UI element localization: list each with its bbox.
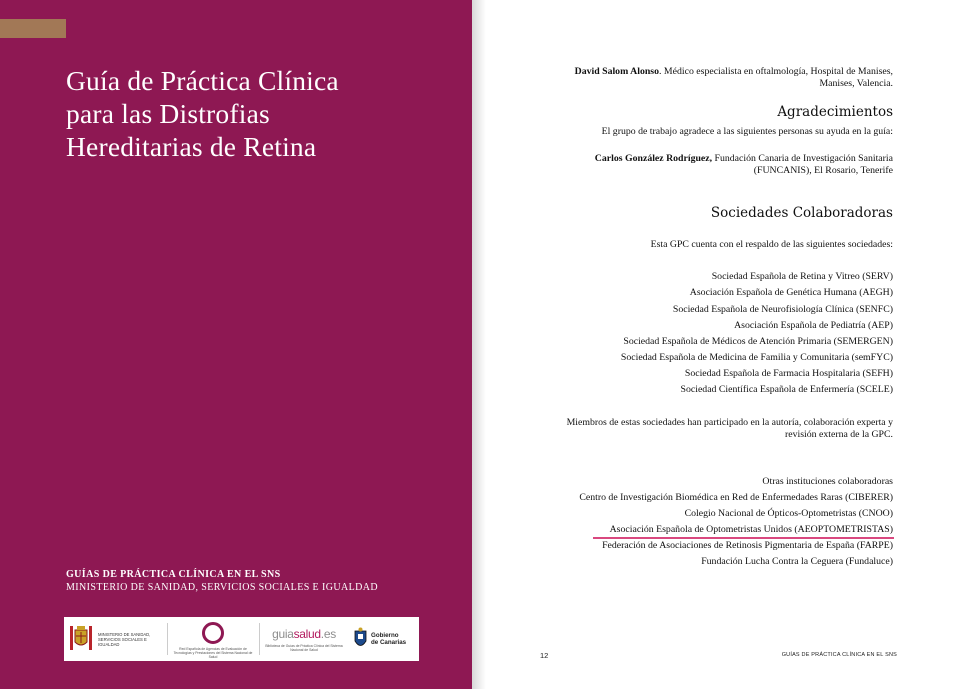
- list-item: Asociación Española de Pediatría (AEP): [734, 320, 893, 331]
- ministerio-logo-text: MINISTERIO DE SANIDAD, SERVICIOS SOCIALES E IGUALDAD: [98, 631, 151, 647]
- author-location: Manises, Valencia.: [819, 78, 893, 89]
- author-line: [575, 66, 893, 78]
- guiasalud-logo: [262, 617, 346, 661]
- logo-divider: [167, 623, 168, 655]
- cover-title: [66, 64, 456, 163]
- cover-accent-tab: [0, 19, 66, 38]
- running-footer: GUÍAS DE PRÁCTICA CLÍNICA EN EL SNS: [781, 652, 897, 658]
- ack-intro: El grupo de trabajo agradece a las siguientes personas su ayuda en la guía:: [601, 126, 893, 137]
- red-agencias-logo: [172, 617, 254, 661]
- page-number: 12: [540, 651, 549, 660]
- author-affiliation: . Médico especialista en oftalmología, Hospital de Manises,: [659, 66, 893, 77]
- list-item: Asociación Española de Genética Humana (AEGH): [689, 287, 893, 298]
- cover-title-line: para las Distrofias: [66, 98, 270, 129]
- ministry-name: MINISTERIO DE SANIDAD, SERVICIOS SOCIALES E IGUALDAD: [66, 582, 378, 593]
- list-item: Fundación Lucha Contra la Ceguera (Fundaluce): [701, 556, 893, 567]
- list-item: Centro de Investigación Biomédica en Red de Enfermedades Raras (CIBERER): [579, 492, 893, 503]
- societies-heading: Sociedades Colaboradoras: [710, 205, 893, 221]
- list-item: Sociedad Científica Española de Enfermería (SCELE): [680, 384, 893, 395]
- cover-title-line: Hereditarias de Retina: [66, 131, 317, 162]
- document-page: [486, 0, 959, 689]
- ack-person: [595, 153, 893, 165]
- ack-person-name: Carlos González Rodríguez,: [594, 153, 713, 164]
- canarias-shield-icon: [353, 627, 368, 651]
- highlight-underline: [593, 537, 894, 539]
- institutions-heading: Otras instituciones colaboradoras: [762, 476, 893, 487]
- ack-heading: Agradecimientos: [777, 104, 893, 120]
- list-item: Sociedad Española de Farmacia Hospitalaria (SEFH): [684, 368, 893, 379]
- book-spine: [472, 0, 486, 689]
- ack-person-location: (FUNCANIS), El Rosario, Tenerife: [753, 165, 893, 176]
- list-item-highlighted: Asociación Española de Optometristas Unidos (AEOPTOMETRISTAS): [609, 524, 893, 535]
- list-item: Sociedad Española de Neurofisiología Clínica (SENFC): [672, 304, 893, 315]
- societies-intro: Esta GPC cuenta con el respaldo de las siguientes sociedades:: [650, 239, 893, 250]
- guiasalud-subtitle: Biblioteca de Guías de Práctica Clínica del Sistema Nacional de Salud: [265, 643, 343, 652]
- ring-logo-icon: [202, 622, 224, 644]
- canarias-logo: [353, 617, 417, 661]
- members-note-line: revisión externa de la GPC.: [784, 429, 893, 440]
- author-name: David Salom Alonso: [574, 66, 660, 77]
- list-item: Colegio Nacional de Ópticos-Optometristas (CNOO): [684, 508, 893, 519]
- canarias-line: Gobierno: [371, 632, 399, 639]
- canarias-line: de Canarias: [371, 639, 407, 646]
- cover-series-block: [66, 568, 378, 594]
- list-item: Sociedad Española de Medicina de Familia y Comunitaria (semFYC): [620, 352, 893, 363]
- list-item: Sociedad Española de Retina y Vitreo (SERV): [711, 271, 893, 282]
- series-name: GUÍAS DE PRÁCTICA CLÍNICA EN EL SNS: [66, 569, 281, 580]
- guiasalud-part: .es: [320, 626, 336, 641]
- red-agencias-text: Red Española de Agencias de Evaluación de Tecnologías y Prestaciones del Sistema Nacional de Salud: [173, 646, 253, 659]
- logo-strip: [64, 617, 419, 661]
- ack-person-affiliation: Fundación Canaria de Investigación Sanitaria: [712, 153, 893, 164]
- coat-of-arms-icon: [68, 624, 94, 654]
- cover-title-line: Guía de Práctica Clínica: [66, 65, 339, 96]
- guiasalud-part: salud: [293, 626, 321, 641]
- list-item: Federación de Asociaciones de Retinosis Pigmentaria de España (FARPE): [602, 540, 893, 551]
- cover-page: [0, 0, 472, 689]
- logo-divider: [259, 623, 260, 655]
- ministerio-logo: [68, 617, 160, 661]
- list-item: Sociedad Española de Médicos de Atención Primaria (SEMERGEN): [623, 336, 893, 347]
- guiasalud-wordmark: [272, 627, 336, 641]
- members-note-line: Miembros de estas sociedades han participado en la autoría, colaboración experta y: [566, 417, 893, 428]
- guiasalud-part: guia: [272, 626, 294, 641]
